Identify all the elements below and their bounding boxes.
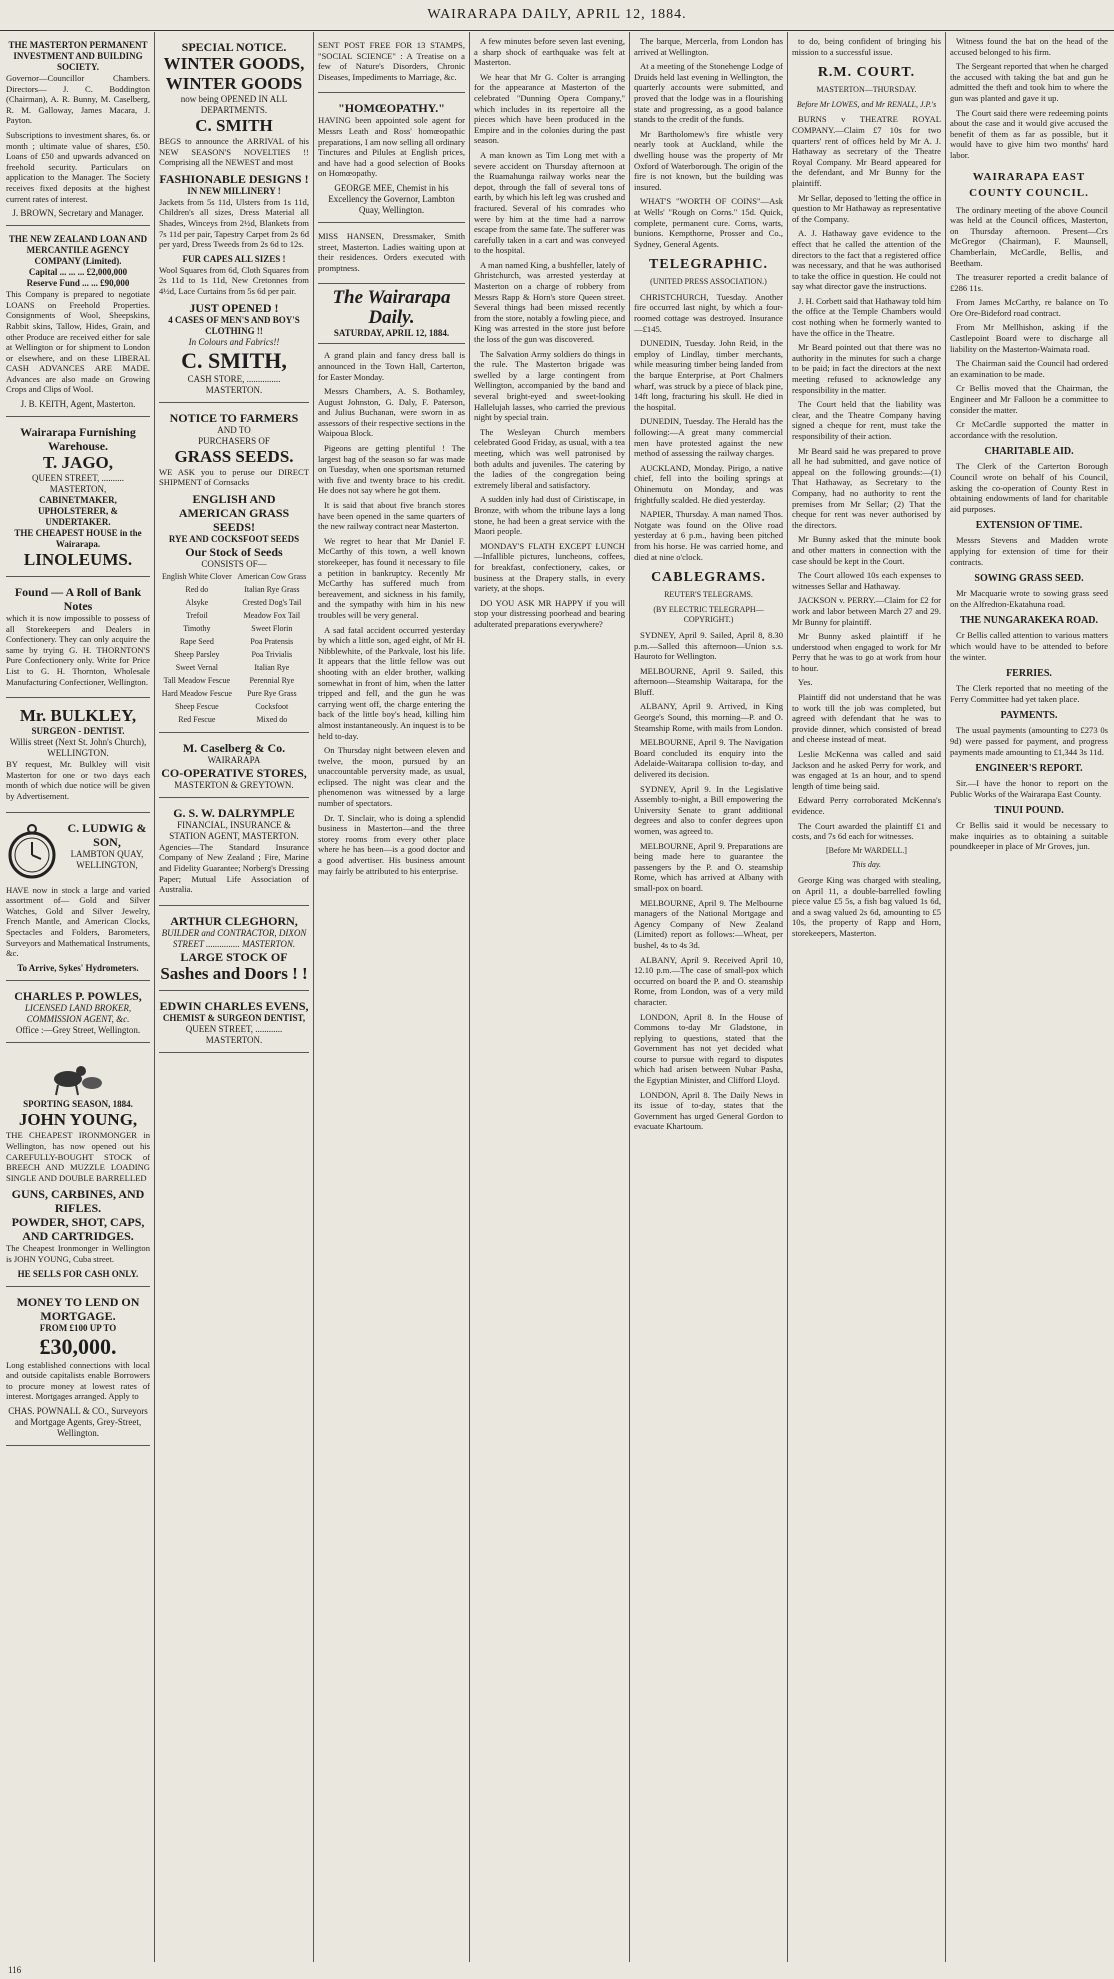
furnishing-slogan: THE CHEAPEST HOUSE in the Wairarapa. — [14, 528, 142, 550]
council-paragraph: The ordinary meeting of the above Council was held at the Council offices, Masterton, on Thursday afternoon. Present—Crs McGregor (Chairman), F. Maunsell, Chamberlain, McCardle, Bellis, and Beetham. — [950, 204, 1108, 268]
seed-cell: Red Fescue — [178, 714, 216, 724]
court-paragraph: The Court said there were redeeming points about the case and it would give accused the benefit of them as far as possible, but it would have to give him two months' hard labor. — [950, 107, 1108, 160]
money-ad — [6, 1291, 150, 1446]
council-paragraph: The Chairman said the Council had ordered an examination to be made. — [950, 358, 1108, 379]
notice-to-farmers: NOTICE TO FARMERS — [169, 410, 299, 425]
telegraphic-heading: TELEGRAPHIC. — [649, 257, 768, 273]
court-paragraph: The Court allowed 10s each expenses to witnesses Sellar and Hathaway. — [792, 570, 941, 591]
column-4 — [474, 36, 625, 1961]
news-paragraph: Pigeons are getting plentiful ! The largest bag of the season so far was made on Tuesday, when one sportsman returned with five and twenty brace to his credit. He does not say where he got them. — [318, 443, 465, 496]
ludwig-body: HAVE now in stock a large and varied assortment of— Gold and Silver Watches, Gold and Silver Jewelry, French Mantle, and American Clocks, Spectacles and Folders, Barometers, Surveyors and Mathematical Instruments, &c. — [6, 884, 150, 959]
dalrymple-title: FINANCIAL, INSURANCE & STATION AGENT, MASTERTON. — [169, 819, 299, 841]
money-amount: £30,000. — [39, 1333, 117, 1359]
extension-heading: EXTENSION OF TIME. — [975, 520, 1083, 532]
wardell-day: This day. — [852, 860, 881, 870]
cablegram-paragraph: SYDNEY, April 9. Sailed, April 8, 8.30 p.m.—Salled this afternoon—Union s.s. Hauroto for Wellington. — [634, 629, 783, 662]
news-paragraph: A few minutes before seven last evening, a sharp shock of earthquake was felt at Masterton. — [474, 36, 625, 68]
seed-row — [159, 687, 309, 700]
column-rule — [313, 32, 314, 1962]
seed-cell: Crested Dog's Tail — [242, 597, 302, 607]
evens-ad — [159, 995, 309, 1053]
seed-cell: Alsyke — [185, 597, 209, 607]
seed-row — [159, 570, 309, 583]
court-paragraph: A. J. Hathaway gave evidence to the effect that he called the attention of the directors to the fact that a registered office was necessary, and that he was authorised to take the office in question. He could not say what director gave the instructions. — [792, 228, 941, 292]
ludwig-name: C. LUDWIG & SON, — [67, 820, 147, 849]
court-paragraph: Mr Sellar, deposed to 'letting the office in question to Mr Hathaway as representative of the Company. — [792, 192, 941, 224]
page-number: 116 — [8, 1965, 22, 1975]
news-paragraph: The Wesleyan Church members celebrated Good Friday, as usual, with a tea meeting, which was well patronised by both adults and juveniles. The catering by the ladies of the congregation being extremely liberal and satisfactory. — [474, 426, 625, 490]
seed-cell: Italian Rye — [254, 662, 290, 672]
editorial-header — [318, 288, 465, 344]
dalrymple-name: G. S. W. DALRYMPLE — [173, 805, 295, 820]
cablegram-paragraph: SYDNEY, April 9. In the Legislative Assembly to-night, a Bill empowering the University Senate to grant additional degrees and also to confer degrees upon women, was agreed to. — [634, 783, 783, 836]
court-proceedings — [792, 114, 941, 841]
sporting-guns: GUNS, CARBINES, AND RIFLES. — [11, 1187, 145, 1216]
cablegram-paragraph: MELBOURNE, April 9. Sailed, this afternoon—Steamship Waitarapa, for the Bluff. — [634, 665, 783, 697]
bulkley-name: Mr. BULKLEY, — [19, 706, 137, 726]
county-council-items — [950, 205, 1108, 441]
news-paragraph: Messrs Chambers, A. S. Bothamley, August Johnston, G. Daly, F. Paterson, and Julius Buchanan, were sworn in as assessors of their respective sections in the Waipoua Block. — [318, 386, 465, 439]
seed-row — [159, 648, 309, 661]
coop-address: MASTERTON & GREYTOWN. — [174, 779, 294, 790]
money-range: FROM £100 UP TO — [39, 1322, 117, 1333]
news-paragraph: Dr. T. Sinclair, who is doing a splendid business in Masterton—and the three storey rooms from every other place where he has been—is a good doctor and a good advertiser. His business amount may fairly be attributed to his enterprise. — [318, 812, 465, 876]
news-paragraph: At a meeting of the Stonehenge Lodge of Druids held last evening in Wellington, the quarterly accounts were submitted, and proved that the lodge was in a flourishing state and progressing, as a good balance stands to the credit of the funds. — [634, 61, 783, 125]
smith-ad — [159, 36, 309, 403]
court-paragraph: Plaintiff did not understand that he was to work till the job was completed, but agreed with defendant that he was to provide dinner, which consisted of bread and cheese instead of meat. — [792, 692, 941, 745]
column-rule — [945, 32, 946, 1962]
money-signature: CHAS. POWNALL & CO., Surveyors and Mortgage Agents, Grey-Street, Wellington. — [8, 1405, 148, 1438]
furnishing-trade: CABINETMAKER, UPHOLSTERER, & UNDERTAKER. — [37, 495, 118, 528]
cablegram-paragraph: MELBOURNE, April 9. Preparations are being made here to guarantee the passengers by the P. and O. steamship Rome, which has arrived at Albany with small-pox on board. — [634, 840, 783, 893]
seed-cell: Italian Rye Grass — [244, 584, 300, 594]
bulkley-address: Willis street (Next St. John's Church), WELLINGTON. — [9, 737, 147, 759]
seed-row — [159, 622, 309, 635]
homeopathy-signature: GEORGE MEE, Chemist in his Excellency the Governor, Lambton Quay, Wellington. — [328, 182, 455, 215]
cablegrams-subheading: REUTER'S TELEGRAMS. — [664, 590, 753, 600]
seed-row — [159, 700, 309, 713]
seed-row — [159, 635, 309, 648]
sporting-signature: The Cheapest Ironmonger in Wellington is JOHN YOUNG, Cuba street. — [6, 1243, 150, 1264]
court-paragraph: BURNS v THEATRE ROYAL COMPANY.—Claim £7 10s for two quarters' rent of offices held by Mr A. J. Hathaway as secretary of the Theatre Royal Company. Mr Beard appeared for the defendant, and Mr Bunny for the plaintiff. — [792, 114, 941, 188]
cablegram-paragraph: MELBOURNE, April 9. The Melbourne managers of the National Mortgage and Agency Company of New Zealand (Limited) report as follows:—Wheat, per bushel, 4s to 4s 3d. — [634, 897, 783, 950]
smith-name-large: C. SMITH, — [181, 347, 287, 373]
court-paragraph: J. H. Corbett said that Hathaway told him the office at the Temple Chambers would cost nothing when he formerly wanted to have the office in the Theatre. — [792, 295, 941, 338]
cleghorn-title: BUILDER and CONTRACTOR, DIXON STREET ............... MASTERTON. — [161, 927, 307, 949]
hansen-body: MISS HANSEN, Dressmaker, Smith street, Masterton. Ladies waiting upon at their residences. Orders executed with promptness. — [318, 230, 465, 273]
social-science-body: SENT POST FREE FOR 13 STAMPS, "SOCIAL SCIENCE" : A Treatise on a few of Nature's Disorders, Chronic Diseases, Impediments to Marriage, &c. — [318, 40, 465, 82]
nz-loan-title: THE NEW ZEALAND LOAN AND MERCANTILE AGENCY COMPANY (Limited). — [8, 234, 148, 267]
column-1 — [6, 36, 150, 1961]
sporting-dogs-icon — [48, 1051, 108, 1097]
news-paragraph: WHAT'S "WORTH OF COINS"—Ask at Wells' "Rough on Corns." 15d. Quick, complete, permanent cure. Corns, warts, bunions. Kempthorne, Prosser and Co., Sydney, General Agents. — [634, 196, 783, 249]
cablegrams-heading: CABLEGRAMS. — [651, 570, 766, 586]
sporting-season: SPORTING SEASON, 1884. — [23, 1099, 133, 1110]
rye-cocksfoot: RYE AND COCKSFOOT SEEDS — [168, 533, 300, 544]
furnishing-title: Wairarapa Furnishing Warehouse. — [20, 425, 136, 454]
paper-title: The Wairarapa Daily. — [332, 287, 451, 329]
column-3 — [318, 36, 465, 1961]
sowing-heading: SOWING GRASS SEED. — [974, 573, 1084, 585]
seed-cell: Timothy — [183, 623, 211, 633]
found-body: which it is now impossible to possess of all Storekeepers and Dealers in Confectionery. They can only acquire the same by trying G. H. THORNTON'S Pure Confectionery only. Write for Price List to G. H. Thornton, Wholesale Manufacturing Confectioner, Wellington. — [6, 613, 150, 687]
payments-heading: PAYMENTS. — [1000, 710, 1058, 722]
extension-paragraph: Messrs Stevens and Madden wrote applying for extension of time for their contracts. — [950, 535, 1108, 567]
seeds-table — [159, 570, 309, 726]
column-7 — [950, 36, 1108, 1961]
stock-of-seeds: Our Stock of Seeds — [185, 544, 283, 559]
seed-cell: English White Clover — [162, 571, 232, 581]
court-paragraph: The Court awarded the plaintiff £1 and costs, and 7s 6d each for witnesses. — [792, 820, 941, 842]
homeopathy-body: HAVING been appointed sole agent for Messrs Leath and Ross' homœopathic preparations, I am now selling all ordinary Tinctures and Pilules at English prices, and have had a good selection of Books on Homœopathy. — [318, 115, 465, 179]
seed-cell: Trefoil — [185, 610, 208, 620]
column-6 — [792, 36, 941, 1961]
column-6-lead: to do, being confident of bringing his mission to a successful issue. — [792, 36, 941, 57]
nz-loan-body: This Company is prepared to negotiate LOANS on Freehold Properties. Consignments of Wool, Sheepskins, Rabbit skins, Tallow, Hides, Grain, and other Produce are received either for sale at Wellington or for shipment to London or elsewhere, and on these LIBERAL CASH ADVANCES ARE MADE. Advances are also made on Growing Crops and Clips of Wool. — [6, 289, 150, 395]
millinery-line: IN NEW MILLINERY ! — [187, 185, 281, 196]
ferries-heading: FERRIES. — [1006, 668, 1052, 680]
building-society-body: Subscriptions to investment shares, 6s. or month ; ultimate value of shares, £50. Loans of £50 and upwards advanced on freehold security. Particulars on application to the Manager. The Society receives fixed deposits at the highest current rates of interest. — [6, 129, 150, 204]
news-paragraph: A man known as Tim Long met with a severe accident on Thursday afternoon at the Ruamahunga railway works near the depot, through the fall of several tons of earth, by which his left leg was crushed and fractured. Several of his comrades who were by him at the time had a narrow escape from the same fate. The sufferer was carefully taken in a cart and was conveyed to the hospital. — [474, 149, 625, 256]
english-american-seeds: ENGLISH AND AMERICAN GRASS SEEDS! — [178, 491, 290, 534]
telegraphic-paragraph: AUCKLAND, Monday. Pirigo, a native chief, fell into the boiling springs at Ohinemutu on Monday, and was frightfully scalded. He died yesterday. — [634, 462, 783, 505]
sporting-note: HE SELLS FOR CASH ONLY. — [17, 1268, 139, 1279]
court-paragraph: Mr Bunny asked plaintiff if he understood when engaged to work for Mr Perry that he was to go at work from hour to hour. — [792, 631, 941, 673]
news-paragraph: The barque, Mercerla, from London has arrived at Wellington. — [634, 36, 783, 57]
news-paragraph: We hear that Mr G. Colter is arranging for the appearance at Masterton of the celebrated "Dunning Opera Company," which includes in its repertoire all the pieces which have been produced in the Empire and in the colonies during the past season. — [474, 71, 625, 146]
evens-name: EDWIN CHARLES EVENS, — [159, 998, 309, 1013]
telegraphic-paragraph: CHRISTCHURCH, Tuesday. Another fire occurred last night, by which a four-roomed cottage was destroyed. Insurance—£145. — [634, 291, 783, 334]
dalrymple-body: Agencies—The Standard Insurance Company of New Zealand ; Fire, Marine and Fidelity Guarantee; Norberg's Dressing Paper; Mutual Life Association of Australia. — [159, 841, 309, 895]
court-paragraph: The Sergeant reported that when he charged the accused with taking the bat and gun he admitted the theft and took him to where the gun was planted and gave it up. — [950, 61, 1108, 103]
charitable-paragraph: The Clerk of the Carterton Borough Council wrote on behalf of his Council, asking the co-operation of County Rest in obtaining endowments of land for charitable aid purposes. — [950, 461, 1108, 514]
caselberg-ad — [159, 737, 309, 798]
sporting-body: THE CHEAPEST IRONMONGER in Wellington, has now opened out his CAREFULLY-BOUGHT STOCK of BREECH AND MUZZLE LOADING SINGLE AND DOUBLE BARRELLED — [6, 1130, 150, 1183]
nz-loan-capital: Capital ... ... ... £2,000,000 — [28, 267, 128, 278]
caselberg-name: M. Caselberg & Co. — [182, 740, 286, 755]
council-paragraph: Cr McCardle supported the matter in accordance with the resolution. — [950, 419, 1108, 440]
engineer-heading: ENGINEER'S REPORT. — [975, 763, 1083, 775]
pocket-watch-icon — [6, 821, 58, 881]
nz-loan-signature: J. B. KEITH, Agent, Masterton. — [20, 399, 136, 410]
news-paragraph: DO YOU ASK MR HAPPY if you will stop your distressing poorhead and bearing adulterated preparations everywhere? — [474, 597, 625, 629]
seed-cell: Red do — [185, 584, 209, 594]
column-rule — [629, 32, 630, 1962]
nz-loan-reserve: Reserve Fund ... ... £90,000 — [26, 278, 130, 289]
column-2 — [159, 36, 309, 1961]
telegraphic-items — [634, 292, 783, 562]
seed-row — [159, 661, 309, 674]
clothing-note: In Colours and Fabrics!! — [188, 336, 280, 347]
court-continued — [950, 61, 1108, 160]
column-rule — [787, 32, 788, 1962]
engineer-paragraph: Sir.—I have the honor to report on the Public Works of the Wairarapa East County. — [950, 778, 1108, 799]
grass-seeds-heading: GRASS SEEDS. — [174, 446, 294, 466]
cablegram-paragraph: MELBOURNE, April 9. The Navigation Board concluded its enquiry into the Adelaide-Waitarapa collision to-day, and delivered its decision. — [634, 737, 783, 780]
seed-row — [159, 609, 309, 622]
news-paragraph: The Salvation Army soldiers do things in the rule. The Masterton brigade was swelled by a large contingent from Wellington, accompanied by the band and several bright-eyed and sweet-looking Hallelujah lasses, who carried the previous night by special train. — [474, 348, 625, 423]
building-society-title: THE MASTERTON PERMANENT INVESTMENT AND BUILDING SOCIETY. — [8, 40, 148, 72]
news-paragraph: On Thursday night between eleven and twelve, the moon, pursued by an unaccountable perversity made, as usual, eclipsed. The night was clear and the phenomenon was witnessed by a large number of spectators. — [318, 745, 465, 809]
found-title: Found — A Roll of Bank Notes — [14, 585, 142, 614]
sporting-name: JOHN YOUNG, — [18, 1110, 138, 1130]
rm-court-place: MASTERTON—THURSDAY. — [816, 85, 917, 95]
money-title: MONEY TO LEND ON MORTGAGE. — [16, 1294, 140, 1323]
building-society-officers: Governor—Councillor Chambers. Directors— J. C. Boddington (Chairman), A. R. Bunny, M. Caselberg, R. M. Galloway, James Macara, J. Payton. — [6, 73, 150, 126]
powles-office: Office :—Grey Street, Wellington. — [15, 1024, 141, 1035]
powles-ad — [6, 985, 150, 1043]
seed-cell: Sweet Florin — [251, 623, 293, 633]
powles-name: CHARLES P. POWLES, — [14, 988, 142, 1003]
news-paragraph: Mr Bartholomew's fire whistle very nearly took at Auckland, while the dwelling house was the property of Mr Oxford of Waterborough. The origin of the fire is not known, but the building was insured. — [634, 128, 783, 192]
cablegram-items — [634, 630, 783, 1132]
sashes-doors: Sashes and Doors ! ! — [160, 963, 308, 983]
clothing-cases: 4 CASES OF MEN'S AND BOY'S CLOTHING !! — [168, 314, 300, 336]
fashionable-designs: FASHIONABLE DESIGNS ! — [159, 171, 309, 186]
social-science-ad — [318, 36, 465, 93]
coop-stores: CO-OPERATIVE STORES, — [161, 765, 307, 780]
smith-body: BEGS to announce the ARRIVAL of his NEW SEASON'S NOVELTIES !! Comprising all the NEWEST and most — [159, 136, 309, 168]
building-society-ad — [6, 36, 150, 226]
paper-date: SATURDAY, APRIL 12, 1884. — [333, 328, 450, 339]
court-paragraph: Mr Beard said he was prepared to prove all he had submitted, and gave notice of appeal on the following grounds:—(1) That Hathaway, as Secretary to the Company, had no authority to rent the premises from Mr Sellar; (2) That the cheque for rent was never authorised by the directors. — [792, 445, 941, 530]
county-council-heading: WAIRARAPA EAST COUNTY COUNCIL. — [969, 170, 1089, 199]
court-paragraph: JACKSON v. PERRY.—Claim for £2 for work and labor between March 27 and 29. Mr Bunny for plaintiff. — [792, 595, 941, 627]
seed-row — [159, 596, 309, 609]
ludwig-address: LAMBTON QUAY, WELLINGTON, — [70, 848, 144, 870]
road-heading: THE NUNGARAKEKA ROAD. — [959, 615, 1099, 627]
court-paragraph: Yes. — [798, 677, 813, 688]
and-to: AND TO — [217, 424, 251, 435]
wool-line: Wool Squares from 6d, Cloth Squares from 2s 11d to 1s 11d, New Cretonnes from 4½d, Lace Curtains from 5s 6d per pair. — [159, 264, 309, 296]
column-rule — [469, 32, 470, 1962]
news-paragraph: A sad fatal accident occurred yesterday by which a little son, aged eight, of Mr H. Nibblewhite, of the Parkvale, lost his life. It appears that the little fellow was out shooting with an elder brother, walking somewhat in front of him, when the latter tripped and fell, and the gun he was carrying went off, the charge entering the back of the little boy's head, killing him almost instantaneously. An inquest is to be held to-day. — [318, 624, 465, 741]
seed-cell: Poa Trivialis — [251, 649, 293, 659]
court-paragraph: Mr Bunny asked that the minute book and other matters in connection with the case should be kept in the Court. — [792, 534, 941, 566]
news-paragraph: We regret to hear that Mr Daniel F. McCarthy of this town, a well known storekeeper, has found it necessary to file a petition in bankruptcy. Recently Mr McCarthy has suffered much from bereavement, and sickness in his family, and the sympathy with him in his new troubles will be very general. — [318, 535, 465, 620]
sporting-ad — [6, 1047, 150, 1287]
telegraphic-subheading: (UNITED PRESS ASSOCIATION.) — [650, 277, 767, 287]
furnishing-ad — [6, 421, 150, 577]
bulkley-title: SURGEON - DENTIST. — [31, 726, 125, 737]
cornsacks-line: WE ASK you to peruse our DIRECT SHIPMENT of Cornsacks — [159, 466, 309, 488]
tinui-heading: TINUI POUND. — [994, 805, 1064, 817]
cleghorn-name: ARTHUR CLEGHORN, — [170, 913, 298, 928]
just-opened: JUST OPENED ! — [189, 300, 279, 315]
seed-cell: Tall Meadow Fescue — [163, 675, 231, 685]
found-ad — [6, 581, 150, 698]
homeopathy-ad — [318, 97, 465, 223]
sporting-powder: POWDER, SHOT, CAPS, AND CARTRIDGES. — [11, 1215, 145, 1244]
court-paragraph: The Court held that the liability was clear, and the Theatre Company having signed a cheque for rent, must take the responsibility of their action. — [792, 399, 941, 441]
tinui-paragraph: Cr Bellis said it would be necessary to make inquiries as to obtaining a suitable poundkeeper in place of Mr Groves, jun. — [950, 820, 1108, 852]
building-society-signature: J. BROWN, Secretary and Manager. — [12, 208, 144, 219]
news-paragraph: A grand plain and fancy dress ball is announced in the Town Hall, Carterton, for Easter Monday. — [318, 350, 465, 382]
court-paragraph: Leslie McKenna was called and said Jackson and he asked Perry for work, and was engaged at 1s an hour, and to spend length of time being said. — [792, 749, 941, 791]
nz-loan-ad — [6, 230, 150, 417]
seed-cell: Sheep Fescue — [174, 701, 219, 711]
rm-court-before: Before Mr LOWES, and Mr RENALL, J.P.'s — [796, 99, 937, 109]
council-paragraph: From Mr Mellhishon, asking if the Castlepoint Board were to discharge all liability on the Masterton-Waimata road. — [950, 322, 1108, 354]
winter-goods: WINTER GOODS, WINTER GOODS — [163, 54, 305, 93]
fur-capes: FUR CAPES ALL SIZES ! — [182, 253, 286, 264]
bulkley-body: BY request, Mr. Bulkley will visit Masterton for one or two days each month of which due notice will be given by Advertisement. — [6, 759, 150, 801]
court-paragraph: Edward Perry corroborated McKenna's evidence. — [792, 795, 941, 816]
wardell-heading: [Before Mr WARDELL.] — [826, 845, 907, 855]
news-paragraph: A sudden inly had dust of Ciristiscape, in Bronze, with whom the tribune lays a long stone, he had been a great service with the Maori people. — [474, 494, 625, 537]
wardell-paragraph: George King was charged with stealing, on April 11, a double-barrelled fowling piece value £5 5s, a fish bag valued 1s 6d, and a swag valued 2s 6d, amounting to £5 10s, the property of Rapp and Horn, storekeepers, Masterton. — [792, 874, 941, 938]
sowing-paragraph: Mr Macquarie wrote to sowing grass seed on the Alfredton-Ekatahuna road. — [950, 588, 1108, 609]
seed-cell: Sweet Vernal — [175, 662, 218, 672]
council-paragraph: Cr Bellis moved that the Chairman, the Engineer and Mr Falloon be a committee to consider the matter. — [950, 383, 1108, 415]
powles-title: LICENSED LAND BROKER, COMMISSION AGENT, &c. — [24, 1002, 132, 1024]
seed-cell: Sheep Parsley — [174, 649, 220, 659]
ludwig-agent: To Arrive, Sykes' Hydrometers. — [17, 962, 139, 973]
seed-cell: Cocksfoot — [255, 701, 289, 711]
cablegram-paragraph: LONDON, April 8. In the House of Commons to-day Mr Gladstone, in replying to questions, stated that the Government has not yet decided what course to pursue with regard to disputes which had arisen between Nubar Pasha, the Egyptian Minister, and Clifford Lloyd. — [634, 1011, 783, 1086]
evens-address: QUEEN STREET, ............ MASTERTON. — [185, 1023, 283, 1045]
cablegrams-copyright: (BY ELECTRIC TELEGRAPH—COPYRIGHT.) — [653, 604, 764, 625]
purchasers-of: PURCHASERS OF — [198, 435, 270, 446]
cablegram-paragraph: LONDON, April 8. The Daily News in its issue of to-day, states that the Government has urged General Gordon to evacuate Khartoum. — [634, 1089, 783, 1132]
homeopathy-title: "HOMŒOPATHY." — [338, 101, 445, 116]
seed-cell: American Cow Grass — [237, 571, 307, 581]
news-paragraph: MONDAY'S FLATH EXCEPT LUNCH—Infallible pictures, luncheons, coffees, for breakfast, confectionery, cakes, or business at the Drapery stalls, in every variety, at the shops. — [474, 540, 625, 594]
cablegram-paragraph: ALBANY, April 9. Arrived, in King George's Sound, this morning—P. and O. Steamship Rome, with mails from London. — [634, 701, 783, 733]
smith-name: C. SMITH — [195, 116, 273, 135]
column-7-lead: Witness found the bat on the head of the accused belonged to his firm. — [950, 36, 1108, 57]
charitable-heading: CHARITABLE AID. — [984, 446, 1074, 458]
bulkley-ad — [6, 702, 150, 812]
seed-cell: Pure Rye Grass — [247, 688, 297, 698]
seeds-ad — [159, 407, 309, 733]
seed-cell: Poa Pratensis — [250, 636, 294, 646]
seed-cell: Perennial Rye — [249, 675, 295, 685]
local-news — [318, 350, 465, 876]
seed-cell: Rape Seed — [179, 636, 214, 646]
local-news-continued — [474, 36, 625, 629]
council-paragraph: The treasurer reported a credit balance of £286 11s. — [950, 272, 1108, 293]
furnishing-address: QUEEN STREET, .......... MASTERTON, — [31, 473, 125, 495]
telegraphic-paragraph: DUNEDIN, Tuesday. The Herald has the following:—A great many commercial men have protested against the new method of assessing the railway charges. — [634, 416, 783, 459]
payments-paragraph: The usual payments (amounting to £273 0s 9d) were passed for payment, and progress payments made amounting to £1,344 3s 11d. — [950, 725, 1108, 757]
caselberg-wairarapa: WAIRARAPA — [207, 754, 261, 765]
column-rule — [154, 32, 155, 1962]
ferries-paragraph: The Clerk reported that no meeting of the Ferry Committee had yet taken place. — [950, 683, 1108, 704]
consists-of: CONSISTS OF— — [201, 558, 267, 569]
cablegram-paragraph: ALBANY, April 9. Received April 10, 12.10 p.m.—The case of small-pox which occurred on board the P. and O. steamship Rome, from London, was of a very mild character. — [634, 954, 783, 1007]
general-news — [634, 36, 783, 249]
special-notice: SPECIAL NOTICE. — [181, 40, 287, 54]
ludwig-ad — [6, 817, 150, 981]
jackets-line: Jackets from 5s 11d, Ulsters from 1s 11d, Children's all sizes, Dress Material all Shades, Winceys from 2½d, Blankets from 7s 11d per pair, Tapestry Carpet from 2s 6d per yard, Dress Tweeds from 2s 6d to 12s. — [159, 196, 309, 250]
dalrymple-ad — [159, 802, 309, 906]
seed-cell: Hard Meadow Fescue — [161, 688, 232, 698]
news-paragraph: A man named King, a bushfeller, lately of Ghristchurch, was arrested yesterday at Masterton on a charge of robbery from Messrs Rapp & Horn's store Queen street. Several things had been missed recently from the store, notably a fowling piece, and King was arrested in the store just before the loss of the gun was discovered. — [474, 259, 625, 345]
hansen-ad — [318, 227, 465, 284]
large-stock: LARGE STOCK OF — [180, 949, 288, 964]
seed-row — [159, 674, 309, 687]
seed-cell: Meadow Fox Tail — [243, 610, 301, 620]
column-5 — [634, 36, 783, 1961]
money-body: Long established connections with local and outside capitalists enable Borrowers to procure money at lowest rates of interest. Mortgages arranged. Apply to — [6, 1359, 150, 1402]
seed-row — [159, 583, 309, 596]
news-paragraph: It is said that about five branch stores have been opened in the same quarters of the new railway contract near Masterton. — [318, 500, 465, 532]
court-paragraph: Mr Beard pointed out that there was no authority in the minutes for such a charge to be paid; in fact the directors at the next meeting refused to acknowledge any responsibility in the matter. — [792, 342, 941, 395]
telegraphic-paragraph: DUNEDIN, Tuesday. John Reid, in the employ of Lindlay, timber merchants, while measuring timber being landed from the barque Enterprise, at Port Chalmers wharf, was struck by a piece of black pine, 14ft long, fracturing his skull. He died in the hospital. — [634, 338, 783, 412]
opening-line: now being OPENED IN ALL DEPARTMENTS. — [180, 94, 288, 115]
furnishing-name: T. JAGO, — [42, 453, 114, 473]
linoleums-heading: LINOLEUMS. — [23, 550, 133, 570]
telegraphic-paragraph: NAPIER, Thursday. A man named Thos. Notgate was found on the Olive road yesterday at 6 p.m., having been pitched from his horse. He was carried home, and died at nine o'clock. — [634, 509, 783, 562]
evens-title: CHEMIST & SURGEON DENTIST, — [162, 1012, 306, 1023]
seed-row — [159, 713, 309, 726]
smith-address: CASH STORE, ............... MASTERTON. — [187, 373, 281, 395]
seed-cell: Mixed do — [256, 714, 288, 724]
masthead: WAIRARAPA DAILY, APRIL 12, 1884. — [0, 0, 1114, 31]
council-paragraph: From James McCarthy, re balance on To Ore Ore-Bideford road contract. — [950, 297, 1108, 318]
cleghorn-ad — [159, 910, 309, 991]
road-paragraph: Cr Bellis called attention to various matters which would have to be attended to before the winter. — [950, 630, 1108, 662]
rm-court-heading: R.M. COURT. — [817, 65, 916, 81]
